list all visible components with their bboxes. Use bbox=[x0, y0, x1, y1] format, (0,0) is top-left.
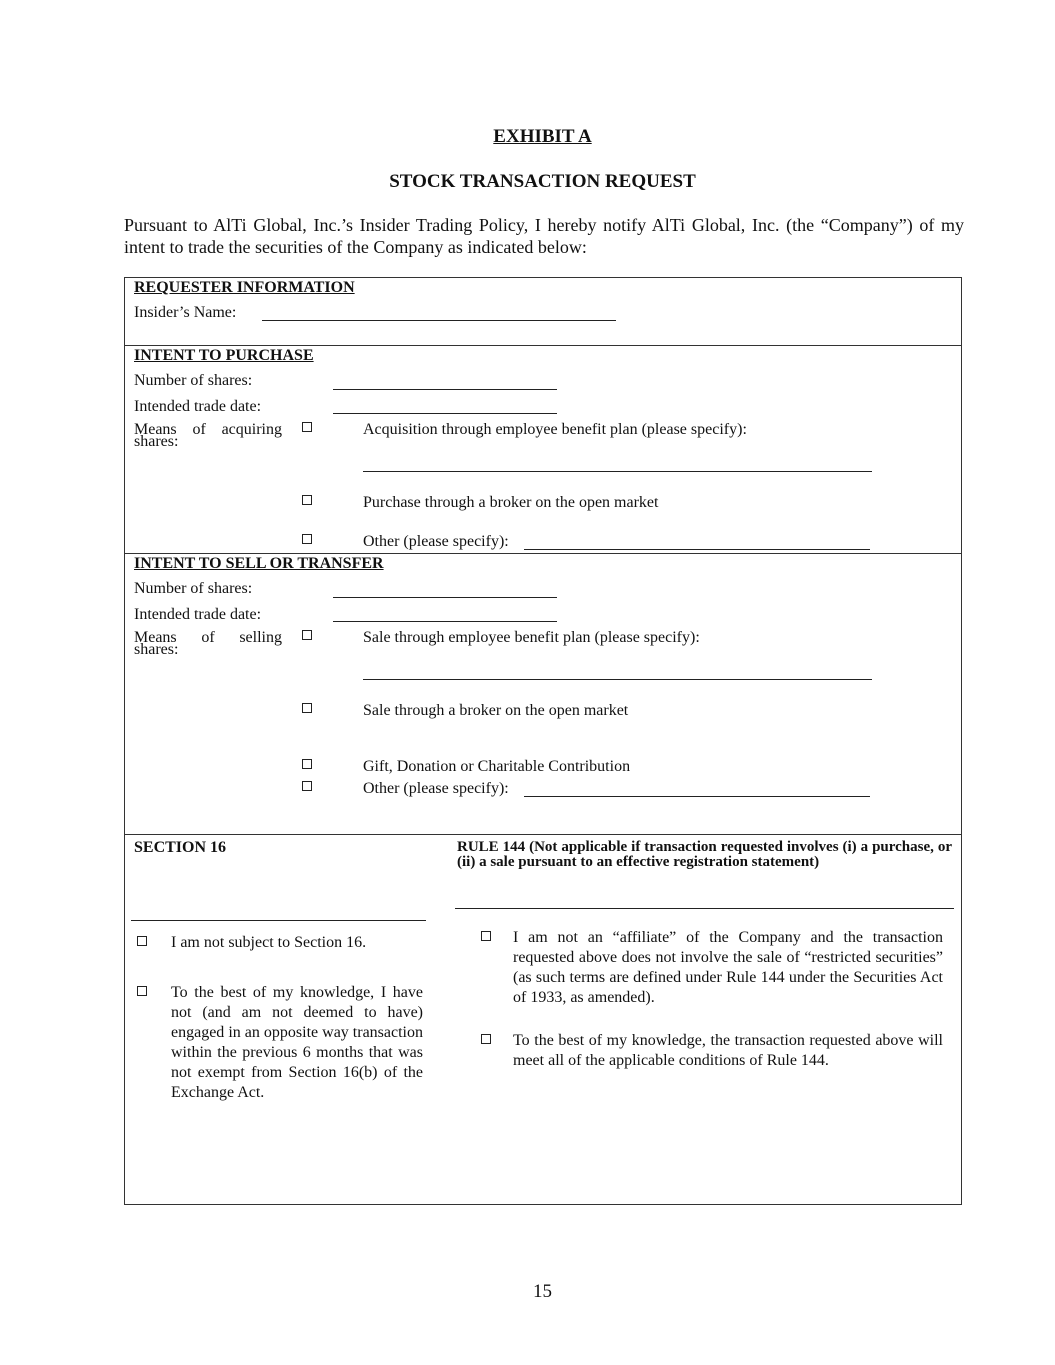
section16-knowledge-label: To the best of my knowledge, I have not (and am not deemed to have) engaged in an opposite way transaction within the previous 6 months that was not exempt from Section 16(b) of the Exchange Act. bbox=[171, 984, 423, 1101]
purchase-broker-label: Purchase through a broker on the open market bbox=[363, 494, 659, 511]
purchase-plan-checkbox[interactable] bbox=[302, 422, 312, 432]
divider bbox=[124, 553, 962, 554]
sell-gift-label: Gift, Donation or Charitable Contribution bbox=[363, 758, 631, 775]
sell-other-checkbox[interactable] bbox=[302, 781, 312, 791]
rule144-conditions-checkbox[interactable] bbox=[481, 1034, 491, 1044]
sell-means-label-cont: shares: bbox=[134, 641, 179, 658]
purchase-plan-field[interactable] bbox=[363, 471, 872, 472]
sell-date-field[interactable] bbox=[333, 621, 557, 622]
divider bbox=[124, 834, 962, 835]
page-title: STOCK TRANSACTION REQUEST bbox=[389, 171, 696, 192]
purchase-broker-checkbox[interactable] bbox=[302, 495, 312, 505]
sell-means-label: Means of selling bbox=[134, 629, 282, 646]
purchase-date-field[interactable] bbox=[333, 413, 557, 414]
sell-heading: INTENT TO SELL OR TRANSFER bbox=[134, 555, 384, 572]
rule144-affiliate-label: I am not an “affiliate” of the Company and the transaction requested above does not involve the sale of “restricted securities” (as such terms are defined under Rule 144 under the Securities Act of 1933, as amended). bbox=[513, 929, 943, 1006]
sell-broker-checkbox[interactable] bbox=[302, 703, 312, 713]
purchase-means-label: Means of acquiring bbox=[134, 421, 282, 438]
section16-not-subject-label: I am not subject to Section 16. bbox=[171, 934, 367, 951]
section16-knowledge-checkbox[interactable] bbox=[137, 986, 147, 996]
sell-other-label: Other (please specify): bbox=[363, 780, 509, 797]
section16-not-subject-checkbox[interactable] bbox=[137, 936, 147, 946]
sell-plan-label: Sale through employee benefit plan (please specify): bbox=[363, 629, 700, 646]
sell-shares-field[interactable] bbox=[333, 597, 557, 598]
purchase-shares-label: Number of shares: bbox=[134, 372, 253, 389]
sell-gift-checkbox[interactable] bbox=[302, 759, 312, 769]
section16-rule bbox=[131, 920, 426, 921]
purchase-other-label: Other (please specify): bbox=[363, 533, 509, 550]
purchase-means-label-cont: shares: bbox=[134, 433, 179, 450]
page-number: 15 bbox=[533, 1281, 552, 1302]
exhibit-heading: EXHIBIT A bbox=[493, 126, 592, 147]
intro-paragraph: Pursuant to AlTi Global, Inc.’s Insider Trading Policy, I hereby notify AlTi Global, Inc. (the “Company”) of my intent to trade the securities of the Company as indicated below: bbox=[124, 215, 964, 257]
rule144-affiliate-checkbox[interactable] bbox=[481, 931, 491, 941]
sell-plan-checkbox[interactable] bbox=[302, 630, 312, 640]
requester-heading: REQUESTER INFORMATION bbox=[134, 279, 355, 296]
sell-shares-label: Number of shares: bbox=[134, 580, 253, 597]
insider-name-label: Insider’s Name: bbox=[134, 304, 237, 321]
sell-date-label: Intended trade date: bbox=[134, 606, 262, 623]
purchase-shares-field[interactable] bbox=[333, 389, 557, 390]
purchase-heading: INTENT TO PURCHASE bbox=[134, 347, 314, 364]
sell-broker-label: Sale through a broker on the open market bbox=[363, 702, 629, 719]
rule144-rule bbox=[455, 908, 954, 909]
purchase-date-label: Intended trade date: bbox=[134, 398, 262, 415]
sell-plan-field[interactable] bbox=[363, 679, 872, 680]
rule144-conditions-label: To the best of my knowledge, the transaction requested above will meet all of the applicable conditions of Rule 144. bbox=[513, 1032, 943, 1069]
sell-other-field[interactable] bbox=[524, 796, 870, 797]
purchase-other-field[interactable] bbox=[524, 549, 870, 550]
purchase-plan-label: Acquisition through employee benefit plan (please specify): bbox=[363, 421, 747, 438]
insider-name-field[interactable] bbox=[262, 320, 616, 321]
purchase-other-checkbox[interactable] bbox=[302, 534, 312, 544]
rule144-heading: RULE 144 (Not applicable if transaction requested involves (i) a purchase, or (ii) a sale pursuant to an effective registration statement) bbox=[457, 839, 952, 870]
divider bbox=[124, 345, 962, 346]
section16-heading: SECTION 16 bbox=[134, 839, 227, 856]
